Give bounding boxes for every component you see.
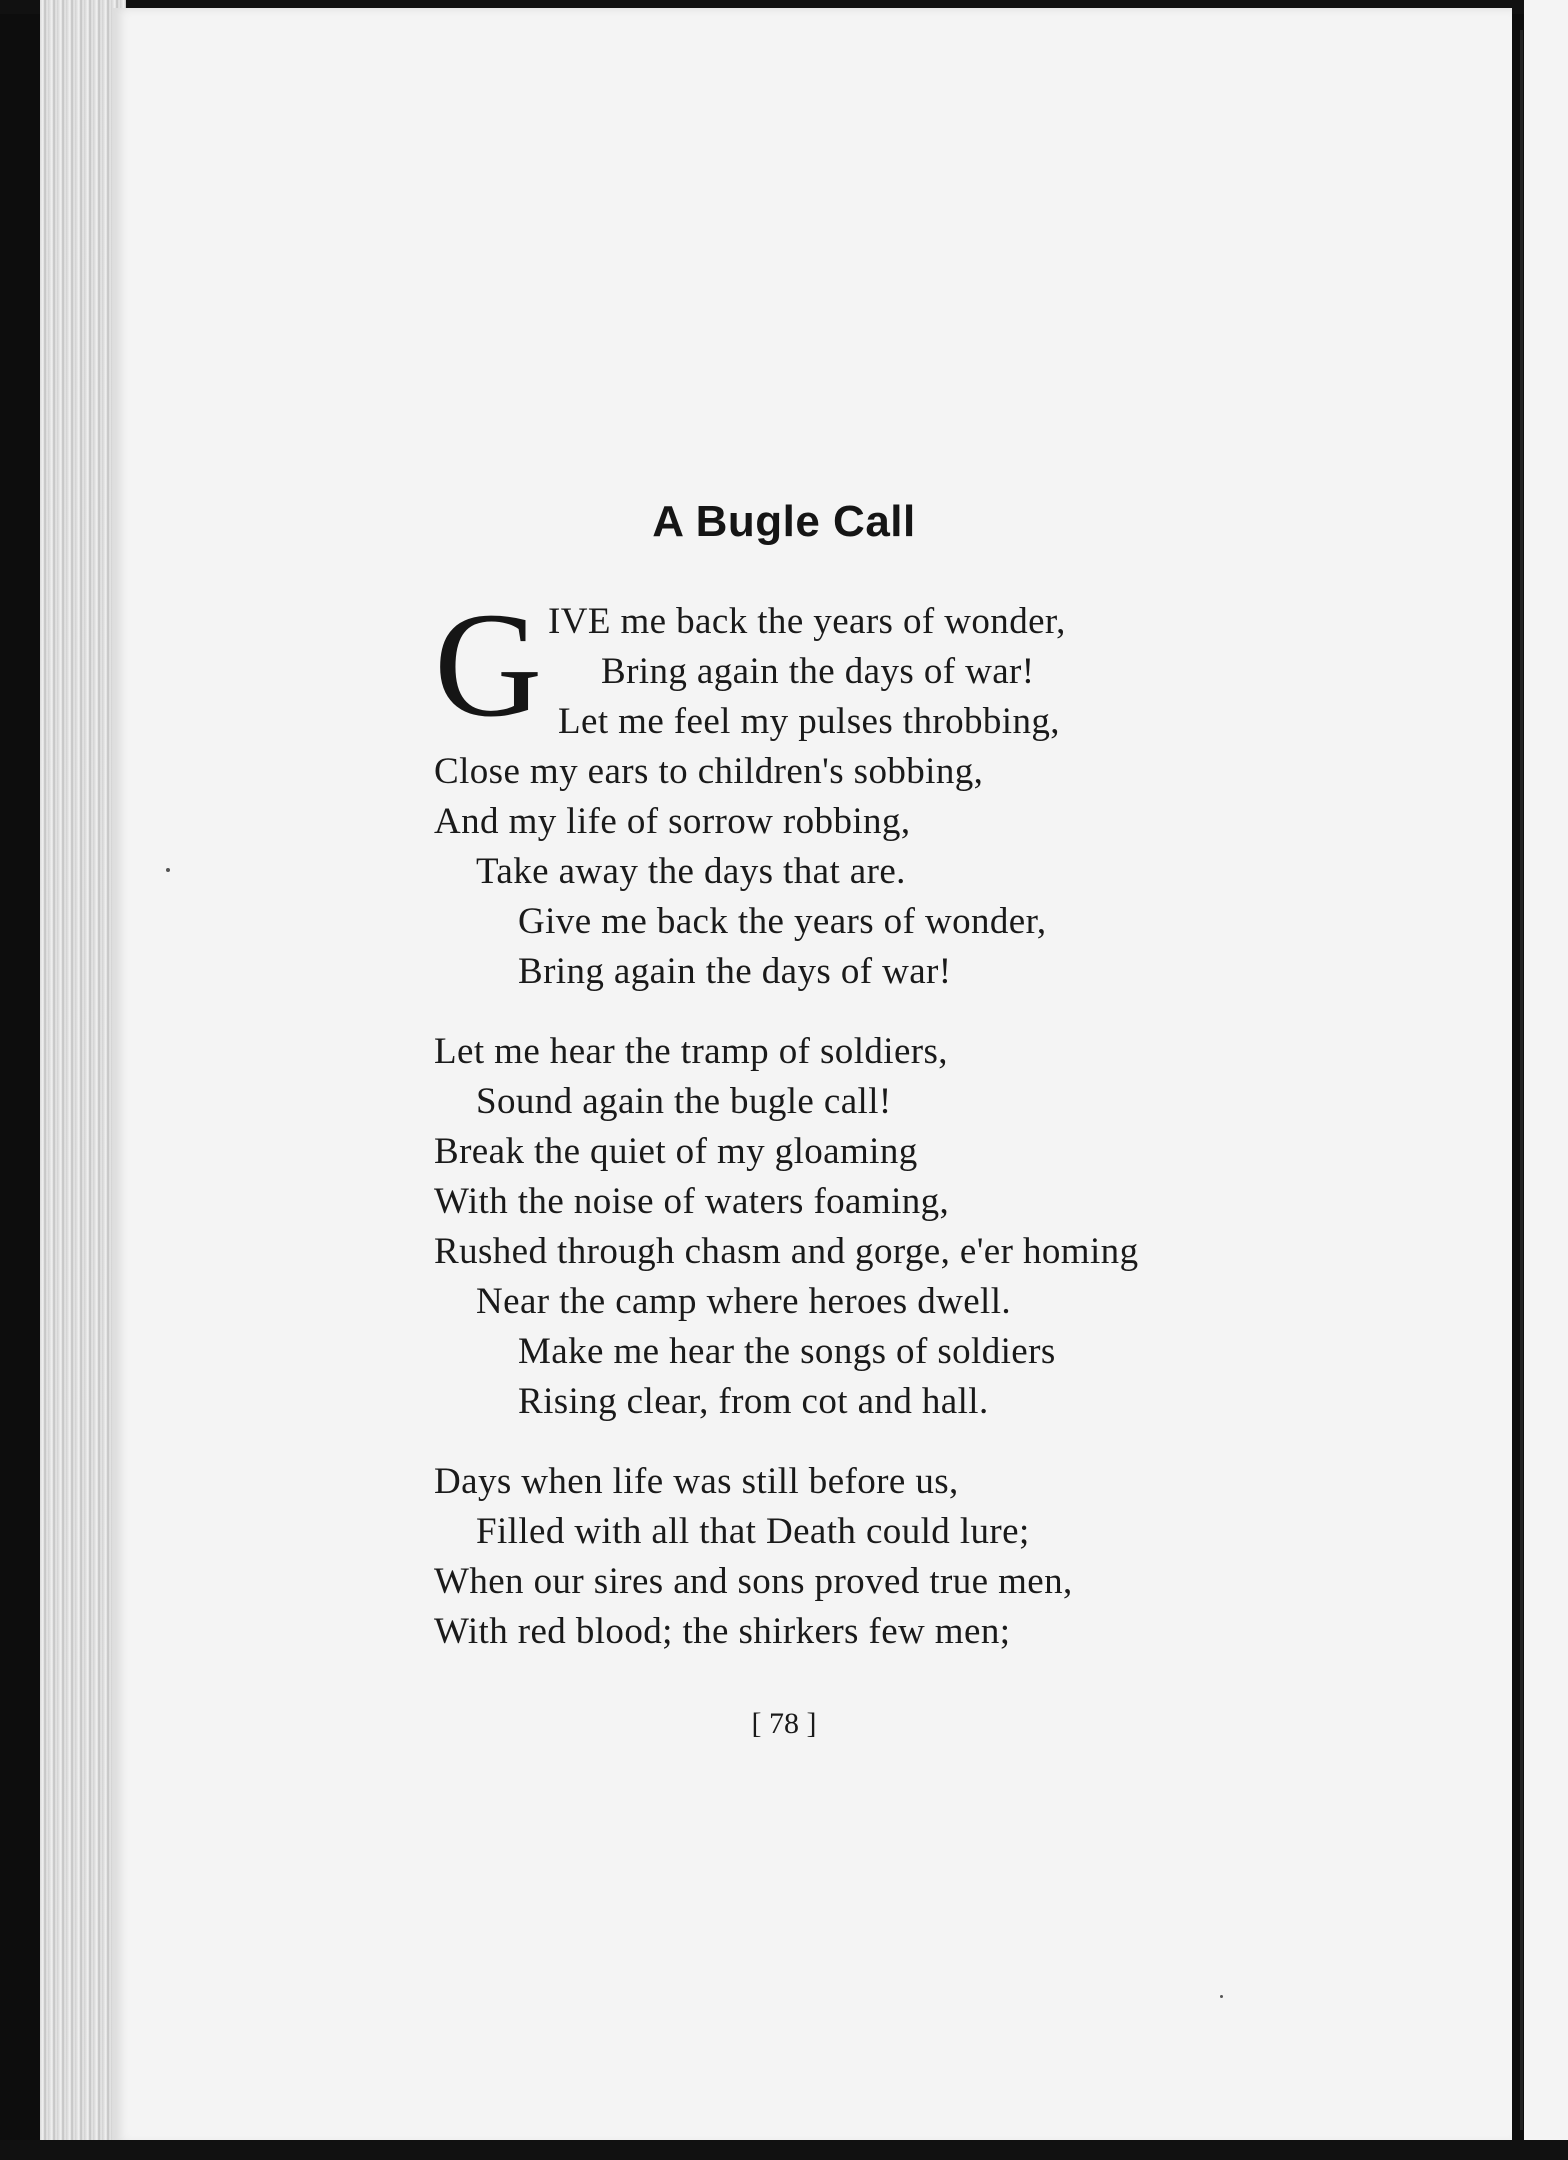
drop-cap: G [434,582,543,748]
poem-line: Near the camp where heroes dwell. [476,1281,1012,1322]
poem-line: Days when life was still before us, [434,1461,959,1502]
poem-line: With red blood; the shirkers few men; [434,1611,1011,1652]
poem-line: Let me feel my pulses throbbing, [558,701,1060,742]
poem-line: IVE me back the years of wonder, [548,601,1066,642]
poem-line: Rising clear, from cot and hall. [518,1381,989,1422]
poem-line: Give me back the years of wonder, [518,901,1047,942]
poem-line: Rushed through chasm and gorge, e'er homing [434,1231,1139,1272]
poem-line: Sound again the bugle call! [476,1081,892,1122]
poem-line: Make me hear the songs of soldiers [518,1331,1056,1372]
poem-line: Break the quiet of my gloaming [434,1131,918,1172]
poem-title: A Bugle Call [652,497,916,546]
poem-line: With the noise of waters foaming, [434,1181,950,1222]
poem-line: Let me hear the tramp of soldiers, [434,1031,948,1072]
poem-line: Bring again the days of war! [518,951,952,992]
poem-line: Filled with all that Death could lure; [476,1511,1030,1552]
poem-line: When our sires and sons proved true men, [434,1561,1073,1602]
page-number: [ 78 ] [751,1707,817,1740]
poem-line: Take away the days that are. [476,851,906,892]
poem-line: And my life of sorrow robbing, [434,801,911,842]
poem-line: Close my ears to children's sobbing, [434,751,984,792]
poem-line: Bring again the days of war! [601,651,1035,692]
